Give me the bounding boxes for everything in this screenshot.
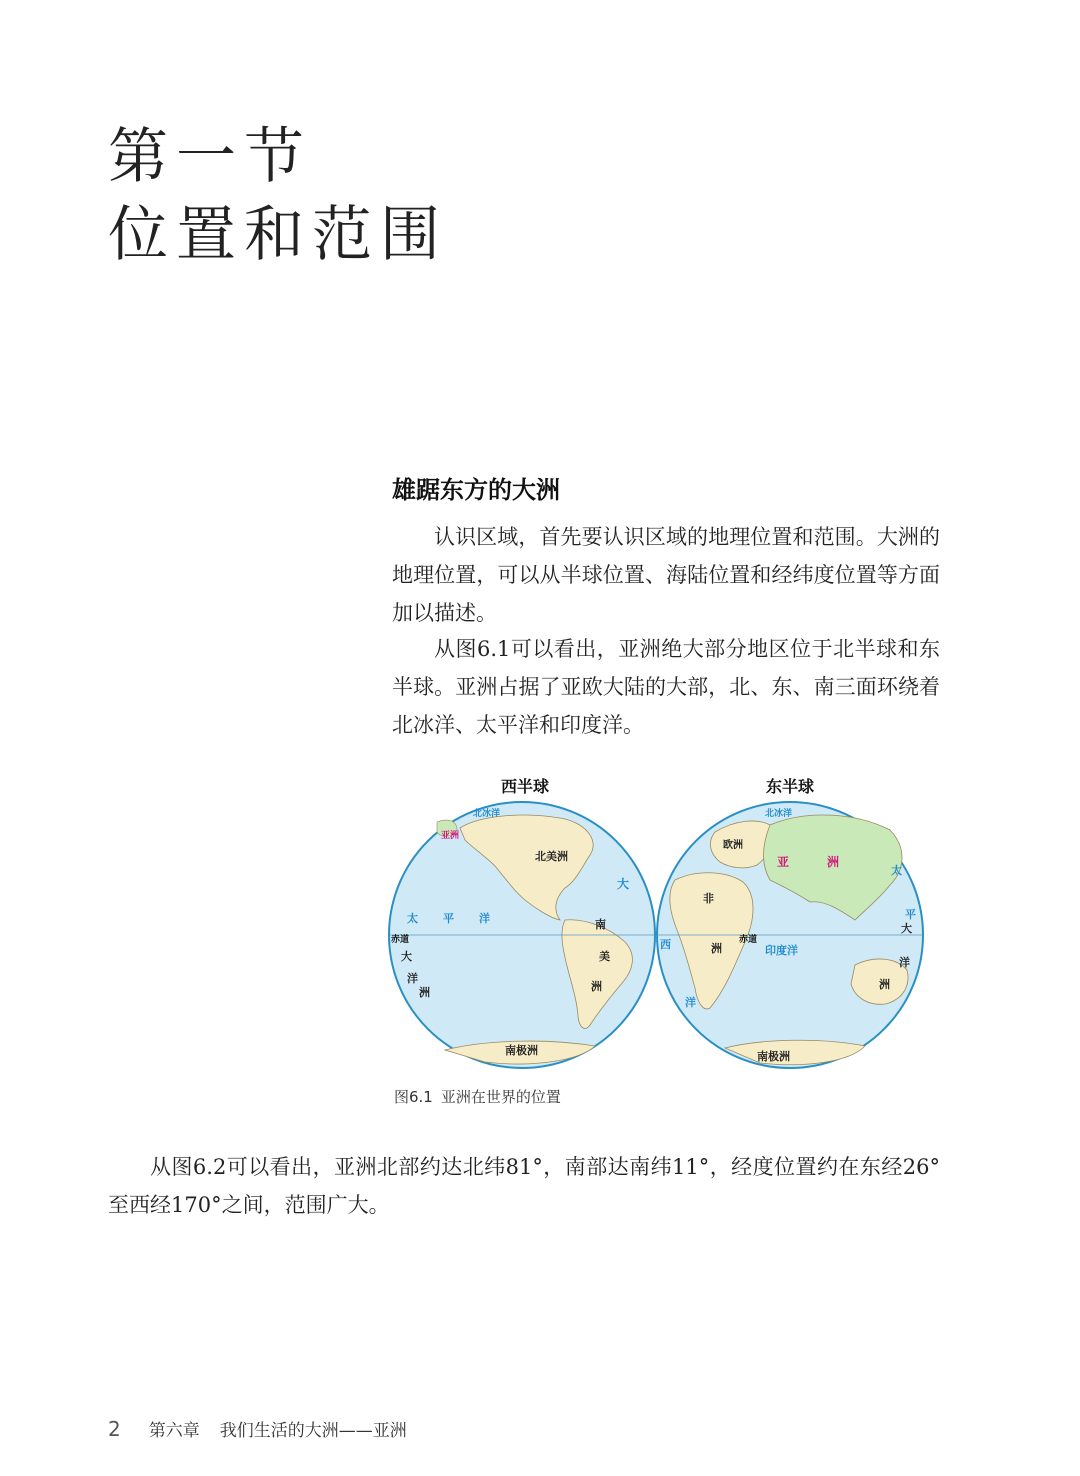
label-europe: 欧洲 xyxy=(723,840,743,851)
label-pacific-west-2: 平 xyxy=(443,912,454,925)
label-australia-1: 大 xyxy=(901,922,912,935)
label-equator-east: 赤道 xyxy=(739,935,758,945)
section-heading: 雄踞东方的大洲 xyxy=(392,476,560,504)
label-asia-2: 洲 xyxy=(827,855,840,869)
label-australia-3: 洲 xyxy=(879,978,890,991)
label-arctic-east: 北冰洋 xyxy=(765,809,793,819)
hemisphere-map xyxy=(385,770,930,1070)
label-asia-west: 亚洲 xyxy=(441,831,460,841)
label-west-east: 西 xyxy=(660,938,671,951)
label-antarctica-east: 南极洲 xyxy=(757,1050,790,1063)
label-africa-2: 洲 xyxy=(711,942,722,955)
label-pacific-west-3: 洋 xyxy=(479,912,490,925)
label-arctic-west: 北冰洋 xyxy=(473,809,501,819)
west-hemisphere-title: 西半球 xyxy=(500,777,550,796)
label-pacific-west-1: 太 xyxy=(407,912,418,925)
label-north-america: 北美洲 xyxy=(535,850,568,863)
label-atlantic-west: 大 xyxy=(617,877,630,891)
label-equator-west: 赤道 xyxy=(391,935,410,945)
section-title: 位置和范围 xyxy=(108,200,448,270)
label-south-america-1: 南 xyxy=(595,918,606,931)
hemisphere-map-figure xyxy=(385,770,930,1070)
label-australia-2: 洋 xyxy=(899,956,910,969)
figure-number: 图6.1 xyxy=(394,1088,433,1106)
paragraph-3: 从图6.2可以看出，亚洲北部约达北纬81°，南部达南纬11°，经度位置约在东经26°至西经170°之间，范围广大。 xyxy=(108,1155,940,1217)
label-pacific-east-2: 平 xyxy=(905,908,916,921)
label-south-america-2: 美 xyxy=(599,950,610,963)
label-pacific-east-1: 太 xyxy=(891,864,902,877)
chapter-title xyxy=(108,118,448,274)
footer-chapter-title: 我们生活的大洲——亚洲 xyxy=(219,1421,407,1441)
paragraph-1: 认识区域，首先要认识区域的地理位置和范围。大洲的地理位置，可以从半球位置、海陆位置和经纬度位置等方面加以描述。 xyxy=(392,525,940,625)
label-asia-1: 亚 xyxy=(777,855,790,869)
east-hemisphere-title: 东半球 xyxy=(765,777,815,796)
figure-caption-text: 亚洲在世界的位置 xyxy=(440,1088,561,1106)
page-number: 2 xyxy=(108,1417,121,1441)
label-atlantic-east: 洋 xyxy=(685,996,696,1009)
label-oceania-west-3: 洲 xyxy=(419,986,430,999)
figure-caption xyxy=(394,1086,561,1107)
label-oceania-west-1: 大 xyxy=(401,950,412,963)
label-indian-ocean: 印度洋 xyxy=(765,944,798,957)
page-footer xyxy=(108,1416,407,1441)
paragraph-2: 从图6.1可以看出，亚洲绝大部分地区位于北半球和东半球。亚洲占据了亚欧大陆的大部，北、东、南三面环绕着北冰洋、太平洋和印度洋。 xyxy=(392,637,940,737)
east-hemisphere xyxy=(657,802,923,1068)
label-oceania-west-2: 洋 xyxy=(407,972,418,985)
west-hemisphere xyxy=(389,802,655,1068)
label-south-america-3: 洲 xyxy=(591,980,602,993)
section-number: 第一节 xyxy=(108,122,312,192)
label-africa-1: 非 xyxy=(703,892,714,905)
label-antarctica-west: 南极洲 xyxy=(505,1044,538,1057)
footer-chapter: 第六章 xyxy=(148,1421,200,1441)
